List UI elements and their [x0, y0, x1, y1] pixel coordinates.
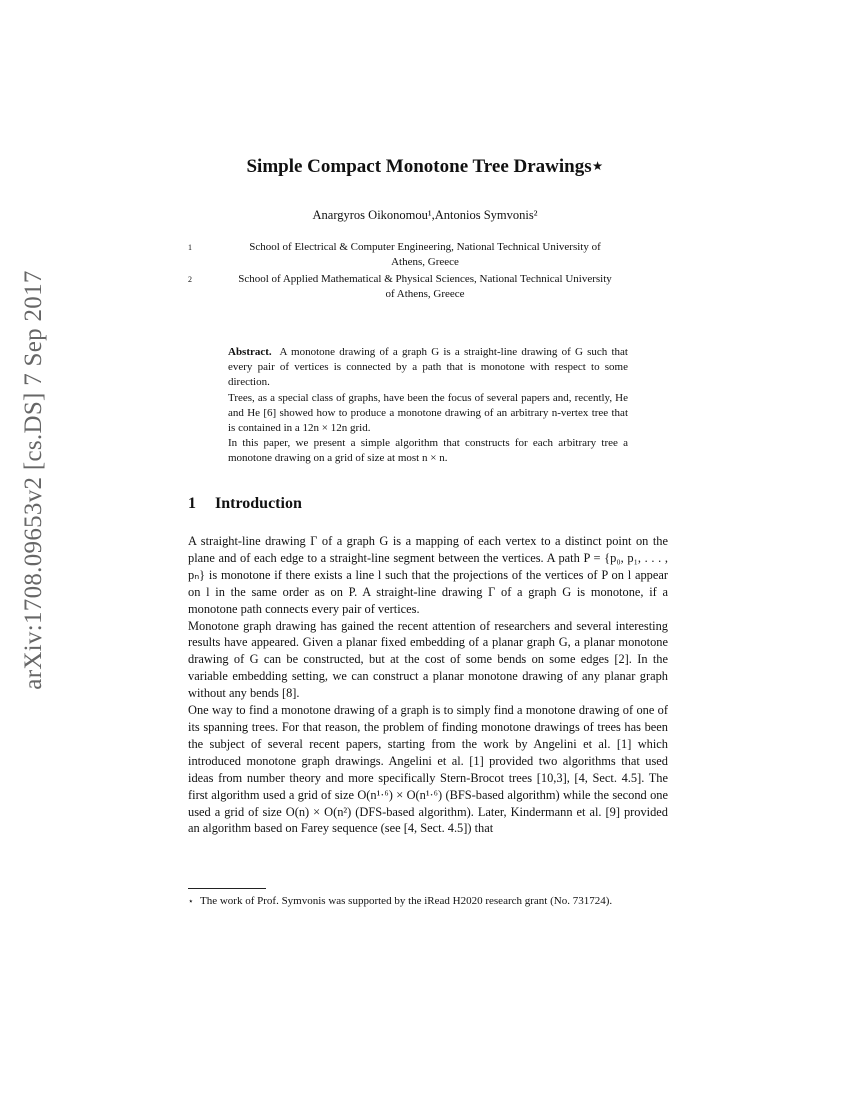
affiliation-2	[180, 272, 670, 302]
arxiv-identifier: arXiv:1708.09653v2 [cs.DS] 7 Sep 2017	[20, 270, 47, 690]
abstract-paragraph-2: Trees, as a special class of graphs, have been the focus of several papers and, recently, He and He [6] showed how to produce a monotone drawing of an arbitrary n-vertex tree that is contained in a 12n × 12n grid.	[228, 391, 628, 435]
footnote-rule	[188, 888, 266, 889]
affiliation-1-mark: 1	[188, 243, 192, 252]
arxiv-sidebar	[14, 270, 54, 690]
section-heading	[188, 495, 302, 513]
paper-authors: Anargyros Oikonomou¹,Antonios Symvonis²	[312, 208, 538, 222]
footnote-text: The work of Prof. Symvonis was supported by the iRead H2020 research grant (No. 731724).	[200, 895, 613, 907]
abstract-text-1: A monotone drawing of a graph G is a straight-line drawing of G such that every pair of vertices is connected by a path that is monotone with respect to some direction.	[228, 346, 628, 389]
abstract-paragraph-1	[228, 345, 628, 391]
affiliation-2-line2: of Athens, Greece	[385, 288, 465, 300]
affiliation-1	[180, 240, 670, 270]
affiliation-1-line1: School of Electrical & Computer Engineering, National Technical University of	[249, 241, 601, 253]
abstract	[228, 345, 628, 467]
section-number: 1	[188, 495, 196, 512]
footnote-mark: ⋆	[188, 896, 194, 906]
section-title: Introduction	[215, 495, 302, 512]
body-paragraph-1: A straight-line drawing Γ of a graph G is a mapping of each vertex to a distinct point on the plane and of each edge to a straight-line segment between the vertices. A path P = {p₀, p₁, . . . , pₙ} is monotone if there exists a line l such that the projections of the vertices of P on l appear on l in the same order as on P. A straight-line drawing Γ of a graph G is monotone, if a monotone path connects every pair of vertices.	[188, 534, 668, 616]
paper-title: Simple Compact Monotone Tree Drawings⋆	[246, 156, 604, 177]
footnote	[188, 894, 668, 909]
affiliation-1-line2: Athens, Greece	[391, 256, 459, 268]
body-paragraph-3: One way to find a monotone drawing of a graph is to simply find a monotone drawing of one of its spanning trees. For that reason, the problem of finding monotone drawings of trees has been the subject of several recent papers, starting from the work by Angelini et al. [1] which introduced monotone graph drawings. Angelini et al. [1] provided two algorithms that used ideas from number theory and more specifically Stern-Brocot trees [10,3], [4, Sect. 4.5]. The first algorithm used a grid of size O(n¹·⁶) × O(n¹·⁶) (BFS-based algorithm) while the second one used a grid of size O(n) × O(n²) (DFS-based algorithm). Later, Kindermann et al. [9] provided an algorithm based on Farey sequence (see [4, Sect. 4.5]) that	[188, 703, 668, 836]
body-text	[188, 533, 668, 837]
abstract-paragraph-3: In this paper, we present a simple algorithm that constructs for each arbitrary tree a monotone drawing on a grid of size at most n × n.	[228, 437, 628, 465]
affiliation-2-mark: 2	[188, 275, 192, 284]
abstract-label: Abstract.	[228, 346, 272, 358]
affiliation-2-line1: School of Applied Mathematical & Physical Sciences, National Technical University	[238, 273, 612, 285]
body-paragraph-2: Monotone graph drawing has gained the recent attention of researchers and several interesting results have appeared. Given a planar fixed embedding of a planar graph G, a planar monotone drawing of G can be constructed, but at the cost of some bends on some edges [2]. In the variable embedding setting, we can construct a planar monotone drawing of any planar graph without any bends [8].	[188, 618, 668, 701]
